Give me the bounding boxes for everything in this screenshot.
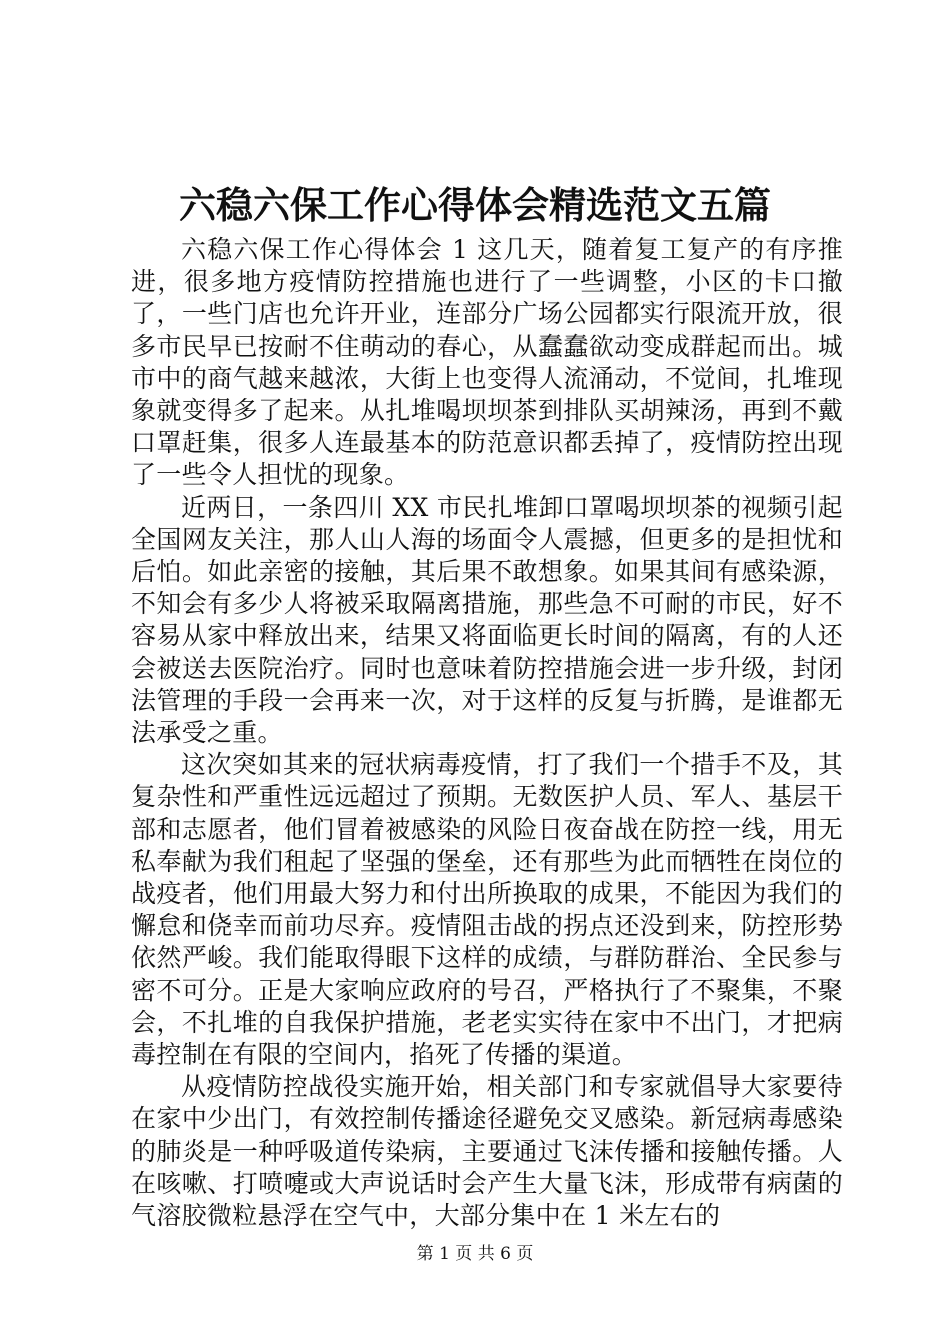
- document-title: 六稳六保工作心得体会精选范文五篇: [179, 183, 771, 227]
- paragraph-4: 从疫情防控战役实施开始，相关部门和专家就倡导大家要待在家中少出门，有效控制传播途径避免交叉感染。新冠病毒感染的肺炎是一种呼吸道传染病，主要通过飞沫传播和接触传播。人在咳嗽、打喷嚏或大声说话时会产生大量飞沫，形成带有病菌的气溶胶微粒悬浮在空气中，大部分集中在 1 米左右的: [131, 1072, 843, 1231]
- page-number-footer: 第 1 页 共 6 页: [416, 1244, 534, 1264]
- document-body: [131, 234, 843, 1232]
- paragraph-3: 这次突如其来的冠状病毒疫情，打了我们一个措手不及，其复杂性和严重性远远超过了预期。无数医护人员、军人、基层干部和志愿者，他们冒着被感染的风险日夜奋战在防控一线，用无私奉献为我们租起了坚强的堡垒，还有那些为此而牺牲在岗位的战疫者，他们用最大努力和付出所换取的成果，不能因为我们的懈怠和侥幸而前功尽弃。疫情阻击战的拐点还没到来，防控形势依然严峻。我们能取得眼下这样的成绩，与群防群治、全民参与密不可分。正是大家响应政府的号召，严格执行了不聚集，不聚会，不扎堆的自我保护措施，老老实实待在家中不出门，才把病毒控制在有限的空间内，掐死了传播的渠道。: [131, 750, 843, 1070]
- paragraph-1: 六稳六保工作心得体会 1 这几天，随着复工复产的有序推进，很多地方疫情防控措施也进行了一些调整，小区的卡口撤了，一些门店也允许开业，连部分广场公园都实行限流开放，很多市民早已按耐不住萌动的春心，从蠢蠢欲动变成群起而出。城市中的商气越来越浓，大街上也变得人流涌动，不觉间，扎堆现象就变得多了起来。从扎堆喝坝坝茶到排队买胡辣汤，再到不戴口罩赶集，很多人连最基本的防范意识都丢掉了，疫情防控出现了一些令人担忧的现象。: [131, 235, 843, 490]
- paragraph-2: 近两日，一条四川 XX 市民扎堆卸口罩喝坝坝茶的视频引起全国网友关注，那人山人海的场面令人震撼，但更多的是担忧和后怕。如此亲密的接触，其后果不敢想象。如果其间有感染源，不知会有多少人将被采取隔离措施，那些急不可耐的市民，好不容易从家中释放出来，结果又将面临更长时间的隔离，有的人还会被送去医院治疗。同时也意味着防控措施会进一步升级，封闭法管理的手段一会再来一次，对于这样的反复与折腾，是谁都无法承受之重。: [131, 492, 843, 748]
